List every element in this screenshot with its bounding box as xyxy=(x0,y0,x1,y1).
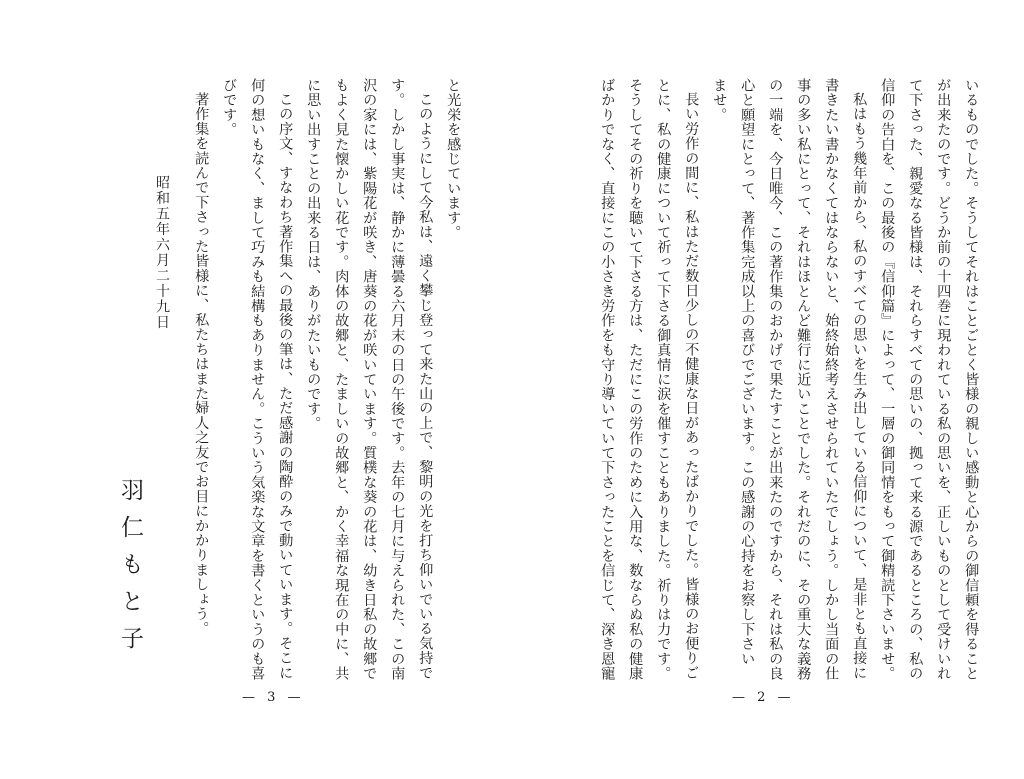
text-column: 何の想いもなく、まして巧みも結構もありません。こういう気楽な文章を書くというのも喜 xyxy=(249,78,266,681)
text-column: この序文、すなわち著作集への最後の筆は、ただ感謝の陶酔のみで動いています。そこに xyxy=(277,92,294,680)
page-number: — 2 — xyxy=(732,690,795,705)
page-2 xyxy=(560,0,980,779)
text-column: が出来たのです。どうか前の十四巻に現われている私の思いを、正しいものとして受けいれ xyxy=(935,78,952,681)
text-column: 信仰の告白を、この最後の『信仰篇』によって、一層の御同情をもって御精読下さいませ。 xyxy=(879,78,896,681)
text-column: ばかりでなく、直接にこの小さき労作をも守り導いていて下さったことを信じて、深き恩寵 xyxy=(599,78,616,681)
text-column: の一端を、今日唯今、この著作集のおかげで果たすことが出来たのですから、それは私の良 xyxy=(767,78,784,681)
date-line: 昭和五年六月二十九日 xyxy=(154,175,170,330)
text-column: す。しかし事実は、静かに薄曇る六月末の日の午後です。去年の七月に与えられた、この南 xyxy=(389,78,406,681)
text-column: そうしてその祈りを聴いて下さる方は、ただにこの労作のために入用な、数ならぬ私の健康 xyxy=(627,78,644,681)
text-column: いるものでした。そうしてそれはことごとく皆様の親しい感動と心からの御信頼を得ること xyxy=(963,78,980,681)
text-column: 沢の家には、紫陽花が咲き、唐葵の花が咲いています。質樸な葵の花は、幼き日私の故郷で xyxy=(361,78,378,681)
text-column: 長い労作の間に、私はただ数日少しの不健康な日があったばかりでした。皆様のお便りご xyxy=(683,92,700,680)
text-column: このようにして今私は、遠く攀じ登って来た山の上で、黎明の光を打ち仰いでいる気持で xyxy=(417,92,434,681)
text-column: 私はもう幾年前から、私のすべての思いを生み出している信仰について、是非とも直接に xyxy=(851,92,868,680)
text-column: とに、私の健康について祈って下さる御真情に涙を催すこともありました。祈りは力です。 xyxy=(655,78,672,681)
text-column: もよく見た懐かしい花です。肉体の故郷と、たましいの故郷と、かく幸福な現在の中に、共 xyxy=(333,78,350,681)
text-column: て下さった、親愛なる皆様は、それらすべての思いの、拠って来る源であるところの、私の xyxy=(907,78,924,681)
text-column: に思い出すことの出来る日は、ありがたいものです。 xyxy=(305,78,322,431)
text-column: びです。 xyxy=(221,78,238,137)
page-number: — 3 — xyxy=(242,690,305,705)
page-3 xyxy=(117,0,462,779)
text-column: 著作集を読んで下さった皆様に、私たちはまた婦人之友でお目にかかりましょう。 xyxy=(193,92,210,636)
author-name: 羽仁もと子 xyxy=(117,478,143,663)
text-column: 書きたい書かなくてはならないと、始終始終考えさせられていたでしょう。しかし当面の仕 xyxy=(823,78,840,681)
text-column: と光栄を感じています。 xyxy=(445,78,462,240)
text-column: ませ。 xyxy=(711,78,728,123)
text-column: 事の多い私にとって、それはほとんど難行に近いことでした。それだのに、その重大な義務 xyxy=(795,78,812,681)
text-column: 心と願望にとって、著作集完成以上の喜びでございます。この感謝の心持をお察し下さい xyxy=(739,78,756,666)
